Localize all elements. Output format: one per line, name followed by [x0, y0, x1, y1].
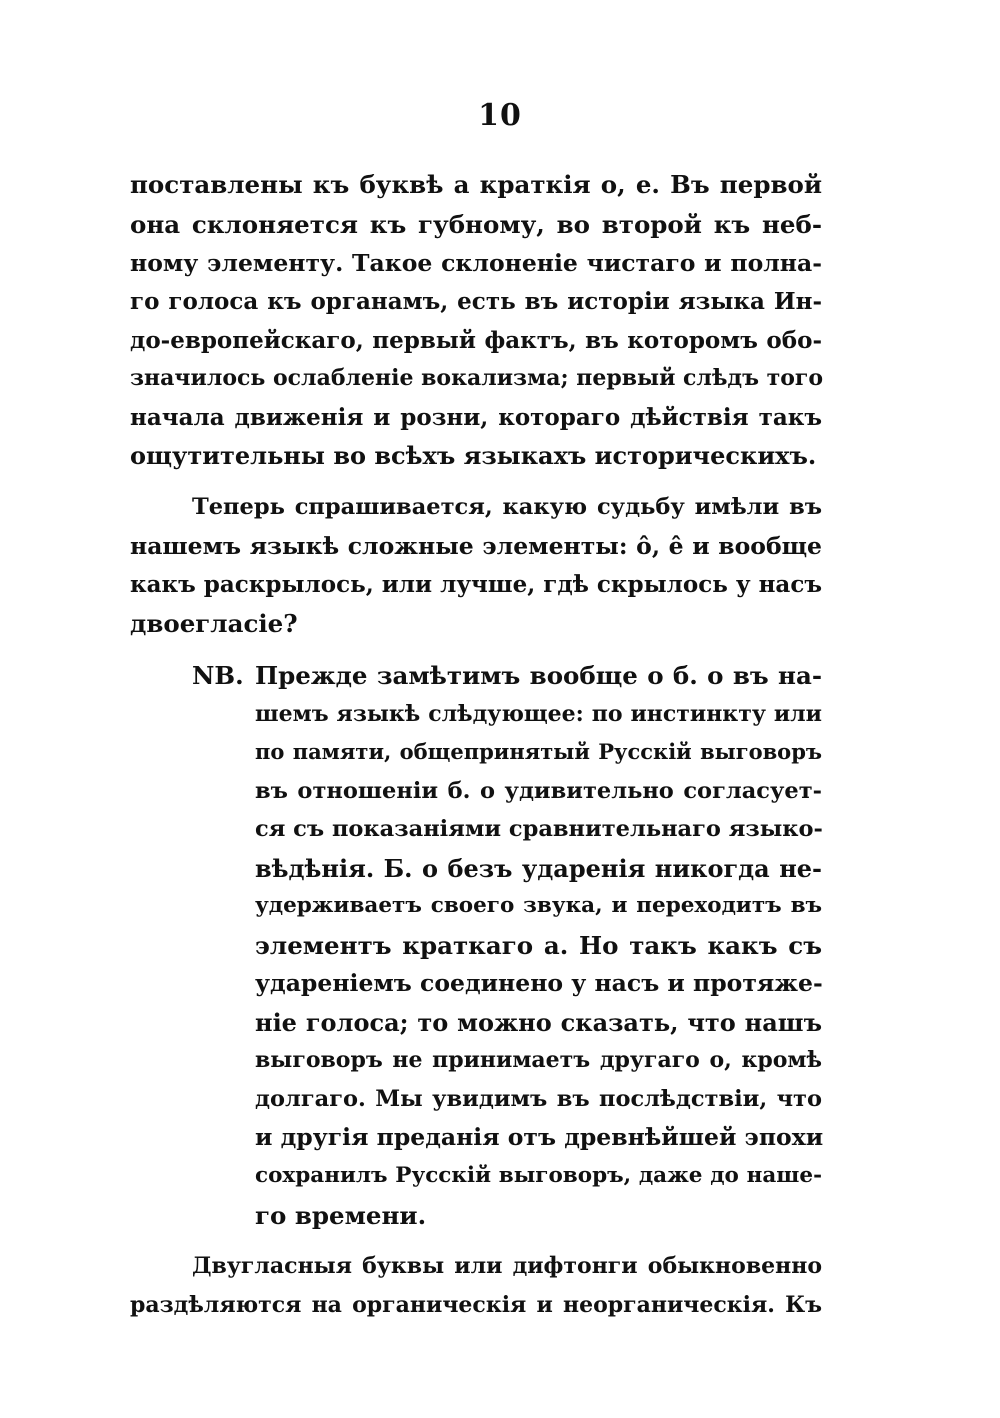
text-line: Двугласныя буквы или дифтонги обыкновенно	[192, 1253, 822, 1279]
text-line: раздѣляются на органическія и неорганическія. Къ	[130, 1292, 822, 1318]
page-number: 10	[478, 98, 522, 133]
text-line: ся съ показаніями сравнительнаго языко-	[255, 816, 823, 842]
text-line: Теперь спрашивается, какую судьбу имѣли въ	[192, 494, 822, 520]
text-line: и другія преданія отъ древнѣйшей эпохи	[255, 1123, 824, 1151]
text-line: по памяти, общепринятый Русскій выговоръ	[255, 739, 822, 764]
text-line: го голоса къ органамъ, есть въ исторіи языка Ин-	[130, 288, 822, 315]
text-line: ощутительны во всѣхъ языкахъ историческихъ.	[130, 441, 817, 470]
text-line: го времени.	[255, 1201, 427, 1230]
text-line: начала движенія и розни, котораго дѣйствія такъ	[130, 404, 822, 431]
text-line: долгаго. Мы увидимъ въ послѣдствіи, что	[255, 1086, 822, 1112]
text-line: элементъ краткаго а. Но такъ какъ съ	[255, 931, 822, 960]
text-line: Прежде замѣтимъ вообще о б. о въ на-	[255, 661, 822, 690]
text-line: какъ раскрылось, или лучше, гдѣ скрылось у насъ	[130, 571, 822, 598]
text-line: въ отношеніи б. о удивительно согласует-	[255, 778, 822, 804]
text-line: удерживаетъ своего звука, и переходитъ въ	[255, 893, 822, 918]
text-line: значилось ослабленіе вокализма; первый слѣдъ того	[130, 365, 824, 391]
text-line: нашемъ языкѣ сложные элементы: ô, ê и вообще	[130, 532, 822, 560]
text-line: удареніемъ соединено у насъ и протяже-	[255, 969, 823, 997]
text-line: она склоняется къ губному, во второй къ неб-	[130, 210, 822, 239]
text-line: ніе голоса; то можно сказать, что нашъ	[255, 1008, 822, 1037]
text-line: ному элементу. Такое склоненіе чистаго и полна-	[130, 249, 822, 277]
text-line: двоегласіе?	[130, 609, 298, 638]
text-line: шемъ языкѣ слѣдующее: по инстинкту или	[255, 701, 822, 727]
text-line: поставлены къ буквѣ а краткія о, е. Въ первой	[130, 170, 822, 199]
text-line: выговоръ не принимаетъ другаго о, кромѣ	[255, 1047, 822, 1073]
text-line: сохранилъ Русскій выговоръ, даже до наше-	[255, 1163, 822, 1188]
nb-label: NB.	[192, 661, 244, 690]
text-line: вѣдѣнія. Б. о безъ ударенія никогда не-	[255, 854, 822, 883]
text-line: до-европейскаго, первый фактъ, въ которомъ обо-	[130, 327, 822, 354]
